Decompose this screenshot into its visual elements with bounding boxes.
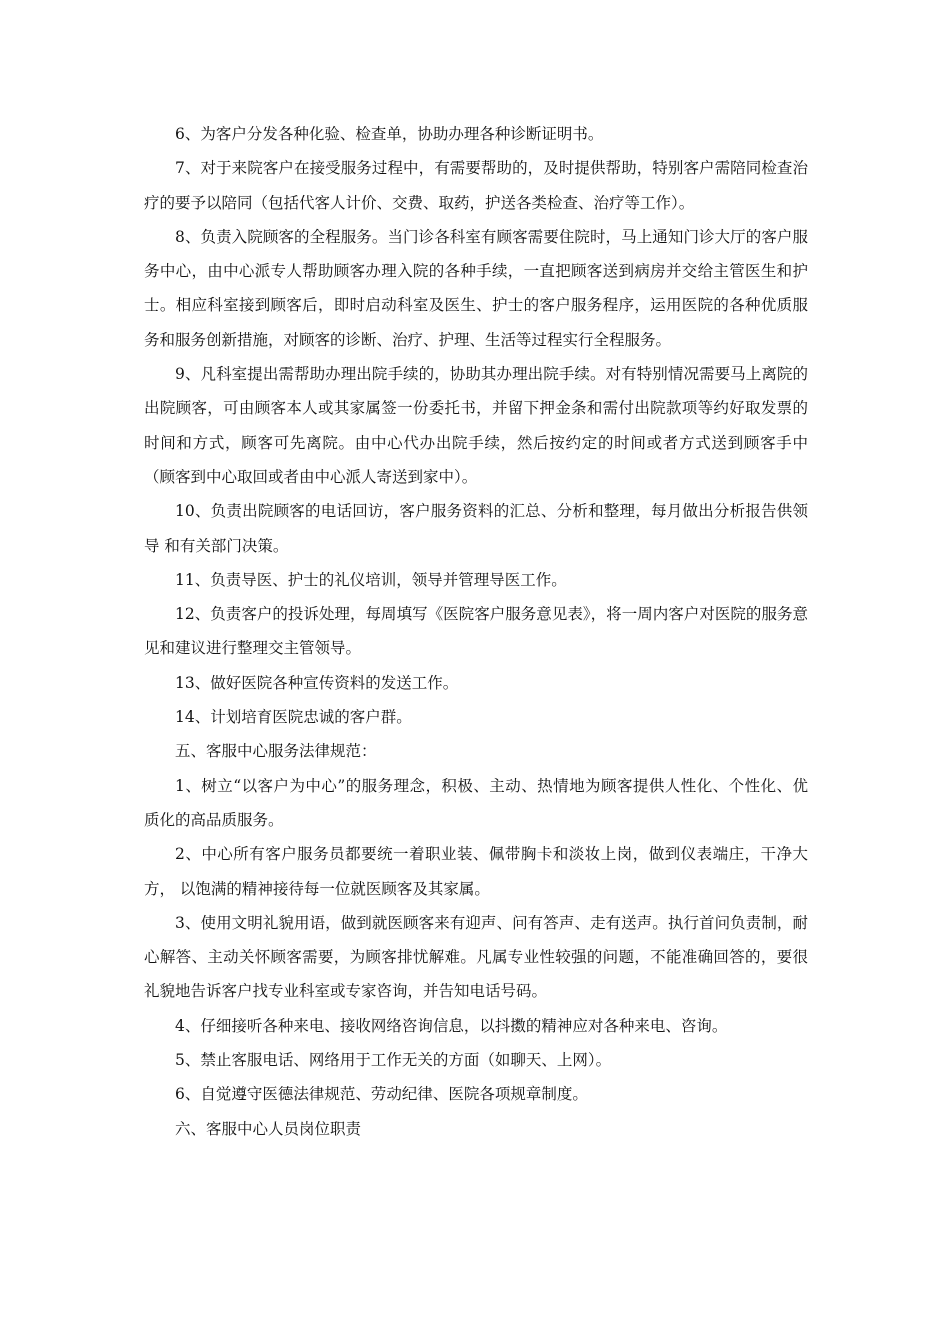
section-heading-6: 六、客服中心人员岗位职责 [175,1119,362,1138]
rule-item-4: 4、仔细接听各种来电、接收网络咨询信息，以抖擞的精神应对各种来电、咨询。 [175,1016,728,1035]
paragraph-item-8: 8、负责入院顾客的全程服务。当门诊各科室有顾客需要住院时，马上通知门诊大厅的客户服务中心，由中心派专人帮助顾客办理入院的各种手续，一直把顾客送到病房并交给主管医生和护士。相应科室接到顾客后，即时启动科室及医生、护士的客户服务程序，运用医院的各种优质服务和服务创新措施，对顾客的诊断、治疗、护理、生活等过程实行全程服务。 [144,227,808,349]
rule-item-1: 1、树立“以客户为中心”的服务理念，积极、主动、热情地为顾客提供人性化、个性化、优 质化的高品质服务。 [144,776,808,829]
rule-item-5: 5、禁止客服电话、网络用于工作无关的方面（如聊天、上网）。 [175,1051,612,1070]
rule-item-2: 2、中心所有客户服务员都要统一着职业装、佩带胸卡和淡妆上岗，做到仪表端庄，干净大方， 以饱满的精神接待每一位就医顾客及其家属。 [144,845,808,898]
document-page [144,117,808,1146]
paragraph-item-6: 6、为客户分发各种化验、检查单，协助办理各种诊断证明书。 [175,125,604,143]
paragraph-item-10: 10、负责出院顾客的电话回访，客户服务资料的汇总、分析和整理，每月做出分析报告供领导 和有关部门决策。 [144,502,808,555]
paragraph-item-9: 9、凡科室提出需帮助办理出院手续的，协助其办理出院手续。对有特别情况需要马上离院的出院顾客，可由顾客本人或其家属签一份委托书，并留下押金条和需付出院款项等约好取发票的时间和方式，顾客可先离院。由中心代办出院手续，然后按约定的时间或者方式送到顾客手中（顾客到中心取回或者由中心派人寄送到家中）。 [144,365,808,486]
paragraph-item-12: 12、负责客户的投诉处理，每周填写《医院客户服务意见表》，将一周内客户对医院的服务意见和建议进行整理交主管领导。 [144,605,808,658]
paragraph-item-14: 14、计划培育医院忠诚的客户群。 [175,708,412,727]
paragraph-item-7: 7、对于来院客户在接受服务过程中，有需要帮助的，及时提供帮助，特别客户需陪同检查治 疗的要予以陪同（包括代客人计价、交费、取药，护送各类检查、治疗等工作）。 [144,159,808,212]
section-heading-5: 五、客服中心服务法律规范： [175,742,377,761]
paragraph-item-11: 11、负责导医、护士的礼仪培训，领导并管理导医工作。 [175,570,567,589]
paragraph-item-13: 13、做好医院各种宣传资料的发送工作。 [175,673,459,692]
rule-item-3: 3、使用文明礼貌用语，做到就医顾客来有迎声、问有答声、走有送声。执行首问负责制，耐 心解答、主动关怀顾客需要，为顾客排忧解难。凡属专业性较强的问题，不能准确回答的，要很礼貌地告诉客户找专业科室或专家咨询，并告知电话号码。 [144,913,808,1001]
rule-item-6: 6、自觉遵守医德法律规范、劳动纪律、医院各项规章制度。 [175,1085,588,1104]
